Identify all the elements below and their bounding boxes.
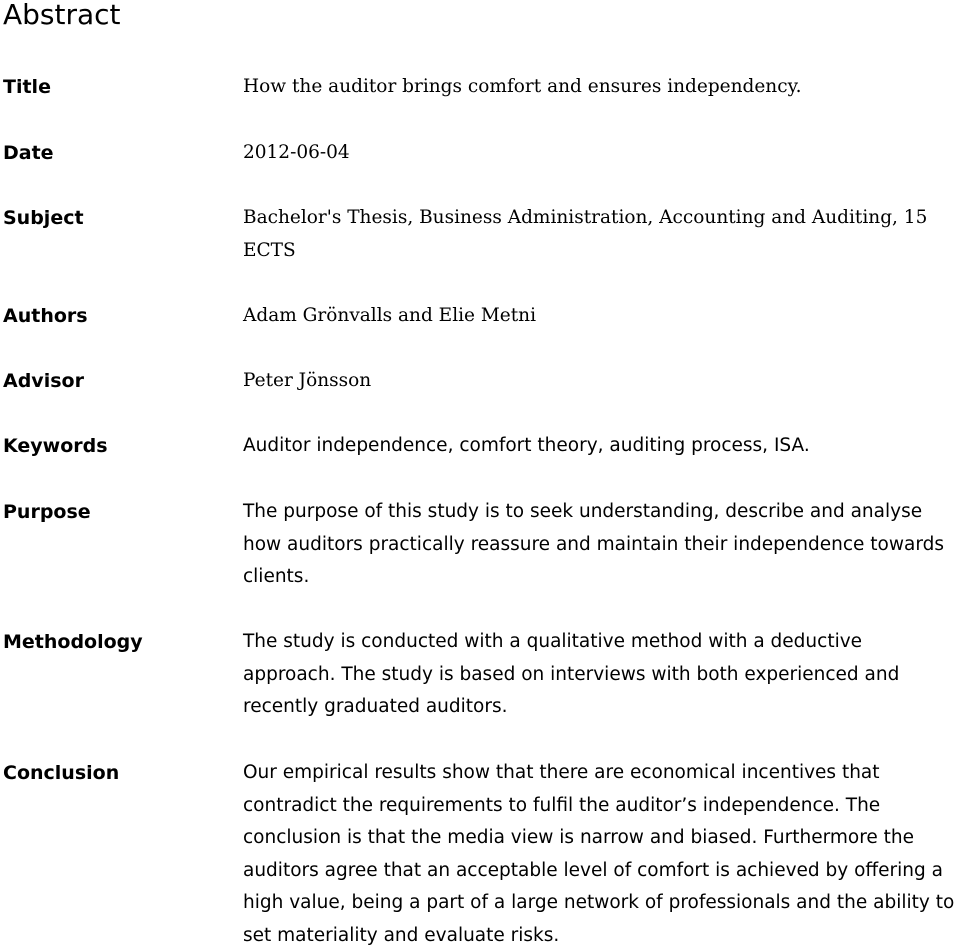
field-value-authors: Adam Grönvalls and Elie Metni [243, 305, 537, 326]
field-label-title: Title [3, 76, 51, 98]
field-label-conclusion: Conclusion [3, 762, 120, 784]
field-label-keywords: Keywords [3, 435, 108, 457]
field-value-purpose: The purpose of this study is to seek understanding, describe and analyse how auditors practically reassure and maintain their independence towards clients. [243, 501, 945, 587]
abstract-heading: Abstract [3, 0, 121, 31]
field-label-purpose: Purpose [3, 501, 91, 523]
field-value-methodology: The study is conducted with a qualitative method with a deductive approach. The study is based on interviews with both experienced and recently graduated auditors. [243, 631, 900, 717]
field-value-subject: Bachelor's Thesis, Business Administration, Accounting and Auditing, 15 ECTS [243, 207, 928, 261]
field-label-date: Date [3, 142, 54, 164]
field-label-methodology: Methodology [3, 631, 143, 653]
field-value-keywords: Auditor independence, comfort theory, auditing process, ISA. [243, 435, 810, 456]
field-label-subject: Subject [3, 207, 84, 229]
field-value-date: 2012-06-04 [243, 142, 350, 163]
field-label-authors: Authors [3, 305, 88, 327]
field-value-title: How the auditor brings comfort and ensures independency. [243, 76, 802, 97]
field-value-conclusion: Our empirical results show that there are economical incentives that contradict the requirements to fulfil the auditor’s independence. The conclusion is that the media view is narrow and biased. Furthermore the auditors agree that an acceptable level of comfort is achieved by offering a high value, being a part of a large network of professionals and the ability to set materiality and evaluate risks. [243, 762, 955, 946]
field-label-advisor: Advisor [3, 370, 84, 392]
field-value-advisor: Peter Jönsson [243, 370, 372, 391]
